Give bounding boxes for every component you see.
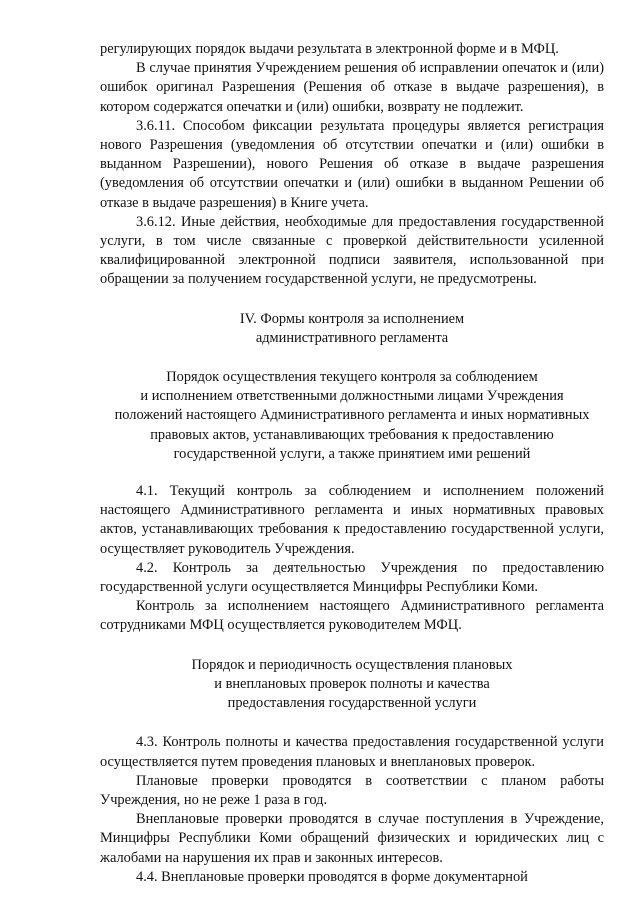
subheading-line: положений настоящего Административного регламента и иных нормативных	[114, 407, 590, 424]
spacer	[100, 636, 604, 656]
subheading-line: правовых актов, устанавливающих требования к предоставлению	[150, 426, 554, 443]
subheading-line: Порядок и периодичность осуществления плановых	[191, 656, 513, 673]
paragraph-correction-decision: В случае принятия Учреждением решения об исправлении опечаток и (или) ошибок оригинал Разрешения (Решения об отказе в выдаче разрешения), в котором содержатся опечатки и (или) ошибки, возврату не подлежит.	[100, 60, 604, 115]
paragraph-planned-inspections: Плановые проверки проводятся в соответствии с планом работы Учреждения, но не реже 1 раза в год.	[100, 772, 604, 808]
spacer	[100, 290, 604, 310]
paragraph-4-4: 4.4. Внеплановые проверки проводятся в форме документарной	[136, 868, 528, 885]
section-title-line: IV. Формы контроля за исполнением	[239, 310, 465, 327]
paragraph-3-6-11: 3.6.11. Способом фиксации результата процедуры является регистрация нового Разрешения (уведомления об отсутствии опечатки и (или) ошибки в выданном Разрешении), нового Решения об отказе в выдаче разрешения (уведомления об отсутствии опечатки и (или) ошибки в выданном Решении об отказе в выдаче разрешения) в Книге учета.	[100, 117, 604, 211]
section-title-line: административного регламента	[255, 329, 449, 346]
subheading-current-control	[100, 368, 604, 464]
paragraph-4-1: 4.1. Текущий контроль за соблюдением и исполнением положений настоящего Административного регламента и иных нормативных правовых актов, устанавливающих требования к предоставлению государственной услуги, осуществляет руководитель Учреждения.	[100, 483, 604, 557]
subheading-line: государственной услуги, а также принятием ими решений	[173, 445, 531, 462]
spacer	[100, 713, 604, 733]
paragraph-mfc-control: Контроль за исполнением настоящего Административного регламента сотрудниками МФЦ осуществляется руководителем МФЦ.	[100, 598, 604, 634]
paragraph-unplanned-inspections: Внеплановые проверки проводятся в случае поступления в Учреждение, Минцифры Республики Коми обращений физических и юридических лиц с жалобами на нарушения их прав и законных интересов.	[100, 811, 604, 866]
subheading-line: и исполнением ответственными должностными лицами Учреждения	[140, 388, 564, 405]
subheading-line: Порядок осуществления текущего контроля за соблюдением	[166, 369, 538, 386]
subheading-inspections	[100, 656, 604, 714]
paragraph-4-2: 4.2. Контроль за деятельностью Учреждения по предоставлению государственной услуги осуществляется Минцифры Республики Коми.	[100, 559, 604, 596]
spacer	[100, 464, 604, 482]
paragraph-continuation: регулирующих порядок выдачи результата в электронной форме и в МФЦ.	[100, 41, 559, 57]
spacer	[100, 348, 604, 368]
section-title	[100, 310, 604, 348]
subheading-line: и внеплановых проверок полноты и качества	[214, 675, 490, 692]
paragraph-3-6-12: 3.6.12. Иные действия, необходимые для предоставления государственной услуги, в том числе связанные с проверкой действительности усиленной квалифицированной электронной подписи заявителя, использованной при обращении за получением государственной услуги, не предусмотрены.	[100, 213, 604, 288]
paragraph-4-3: 4.3. Контроль полноты и качества предоставления государственной услуги осуществляется путем проведения плановых и внеплановых проверок.	[100, 734, 604, 770]
subheading-line: предоставления государственной услуги	[227, 695, 477, 712]
